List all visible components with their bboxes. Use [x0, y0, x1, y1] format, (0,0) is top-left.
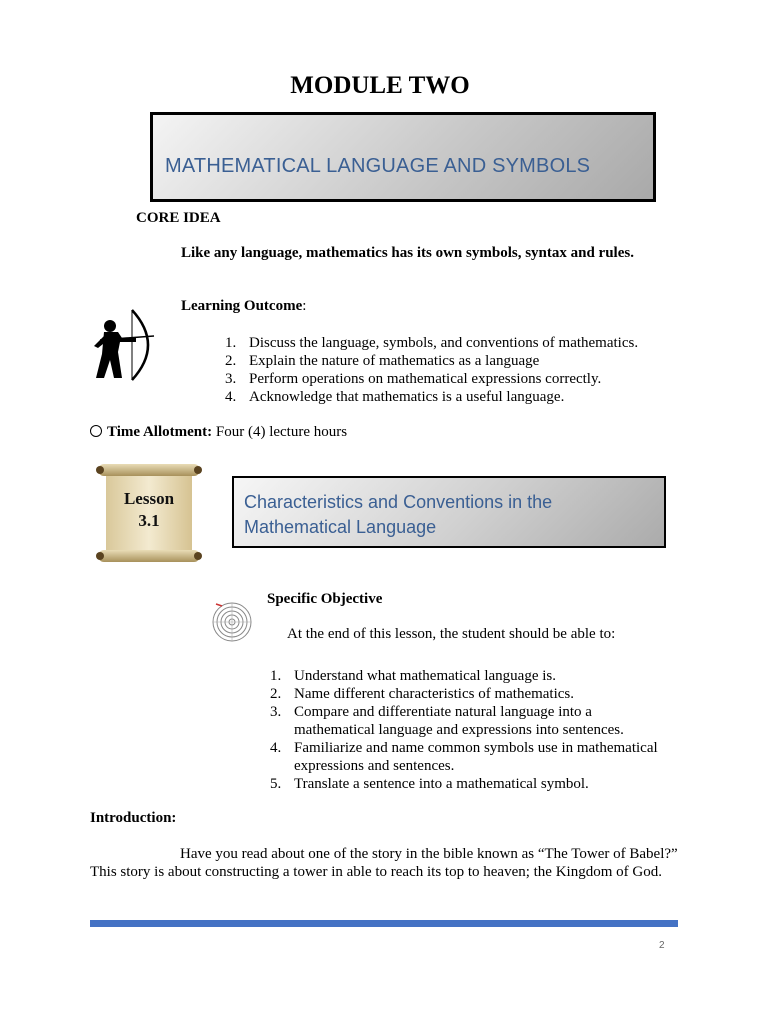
- lesson-banner: [232, 476, 666, 548]
- list-item: 2. Explain the nature of mathematics as a language: [225, 353, 540, 369]
- module-banner-title: MATHEMATICAL LANGUAGE AND SYMBOLS: [165, 155, 591, 177]
- module-banner: [150, 112, 656, 202]
- learning-outcome-colon: :: [302, 298, 307, 314]
- list-item: 1. Understand what mathematical language is.: [270, 668, 556, 684]
- time-allotment-label: Time Allotment:: [107, 424, 213, 440]
- specific-objective-intro: At the end of this lesson, the student should be able to:: [287, 626, 616, 642]
- clock-icon: [90, 425, 102, 437]
- page-number: 2: [659, 940, 665, 951]
- list-item: 4. Acknowledge that mathematics is a useful language.: [225, 389, 565, 405]
- lesson-badge-number: 3.1: [138, 511, 160, 530]
- archer-icon: [92, 308, 158, 382]
- list-item: 5. Translate a sentence into a mathematical symbol.: [270, 776, 589, 792]
- core-idea-heading: CORE IDEA: [136, 210, 221, 226]
- list-item: 2. Name different characteristics of mathematics.: [270, 686, 575, 702]
- module-title: MODULE TWO: [290, 72, 470, 99]
- lesson-badge-word: Lesson: [123, 489, 175, 508]
- learning-outcome-heading: [181, 298, 306, 315]
- introduction-text: Have you read about one of the story in the bible known as “The Tower of Babel?” This story is about constructing a tower in able to reach its top to heaven; the Kingdom of God.: [90, 846, 678, 880]
- core-idea-text: Like any language, mathematics has its own symbols, syntax and rules.: [181, 245, 634, 261]
- target-icon: [208, 602, 256, 642]
- list-item: 1. Discuss the language, symbols, and conventions of mathematics.: [225, 335, 639, 351]
- specific-objective-list: [270, 667, 670, 793]
- learning-outcome-label: Learning Outcome: [181, 298, 303, 314]
- list-item: 3. Compare and differentiate natural language into a mathematical language and expressions into sentences.: [270, 704, 624, 738]
- footer-rule: [90, 920, 678, 927]
- list-item: 3. Perform operations on mathematical expressions correctly.: [225, 371, 602, 387]
- time-allotment-value: Four (4) lecture hours: [215, 424, 348, 440]
- lesson-scroll-icon: [96, 462, 202, 568]
- specific-objective-heading: Specific Objective: [267, 591, 383, 607]
- time-allotment: [90, 424, 347, 441]
- learning-outcome-list: [225, 334, 638, 406]
- list-item: 4. Familiarize and name common symbols use in mathematical expressions and sentences.: [270, 740, 658, 774]
- introduction-heading: Introduction:: [90, 810, 177, 826]
- lesson-title: Characteristics and Conventions in the Mathematical Language: [244, 492, 553, 537]
